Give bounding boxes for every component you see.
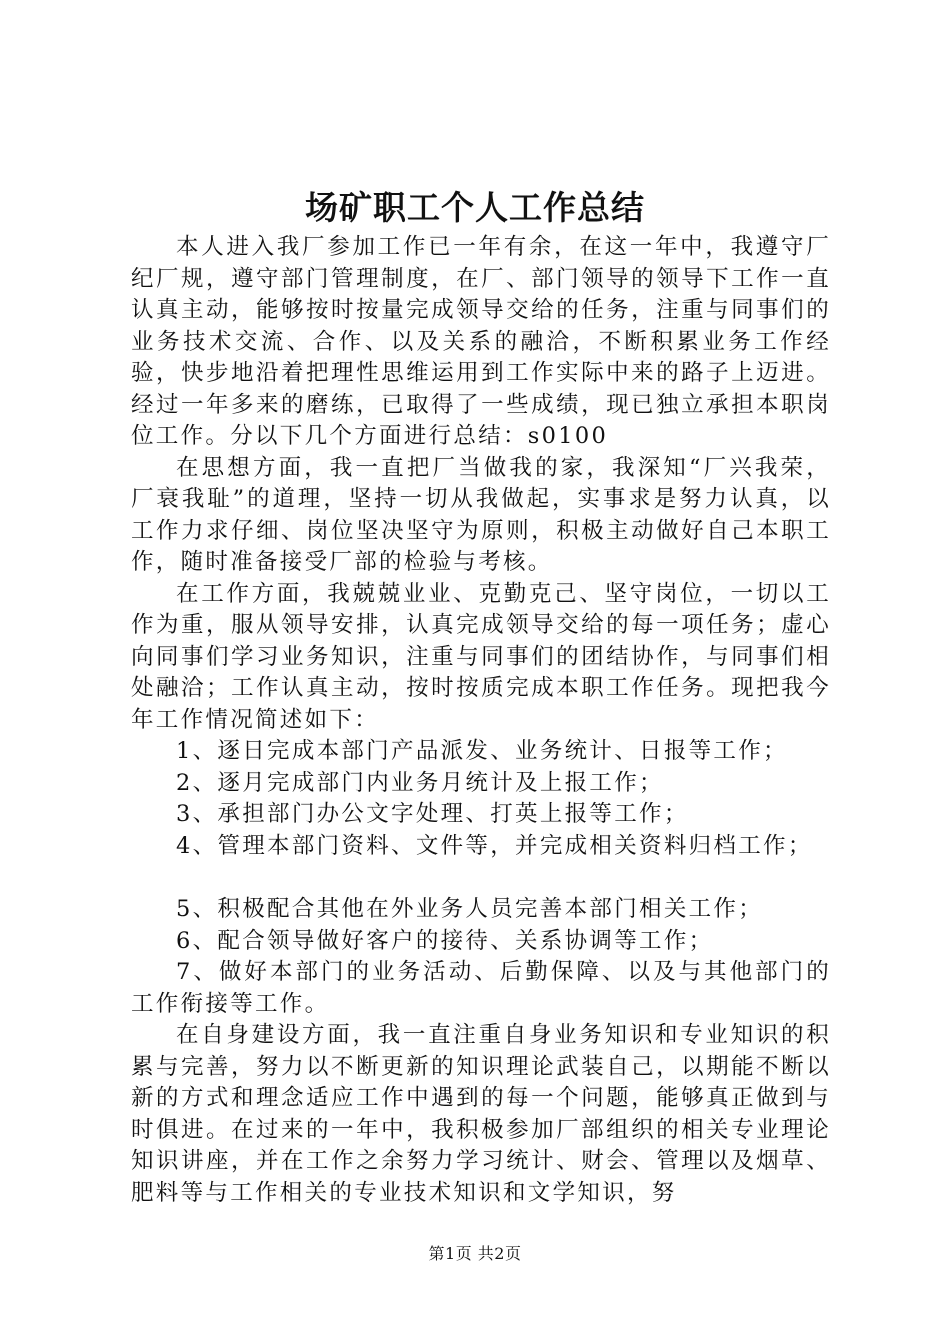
document-body: [131, 232, 831, 1209]
list-item: 6、配合领导做好客户的接待、关系协调等工作；: [176, 927, 714, 954]
list-item: 3、承担部门办公文字处理、打英上报等工作；: [176, 801, 689, 827]
paragraph-intro: 本人进入我厂参加工作已一年有余，在这一年中，我遵守厂纪厂规，遵守部门管理制度，在厂、部门领导的领导下工作一直认真主动，能够按时按量完成领导交给的任务，注重与同事们的业务技术交流、合作、以及关系的融洽，不断积累业务工作经验，快步地沿着把理性思维运用到工作实际中来的路子上迈进。经过一年多来的磨练，已取得了一些成绩，现已独立承担本职岗位工作。分以下几个方面进行总结：s0100: [131, 234, 831, 449]
paragraph-thought: 在思想方面，我一直把厂当做我的家，我深知“厂兴我荣，厂衰我耻”的道理，坚持一切从我做起，实事求是努力认真，以工作力求仔细、岗位坚决坚守为原则，积极主动做好自己本职工作，随时准备接受厂部的检验与考核。: [131, 454, 831, 575]
list-item: 1、逐日完成本部门产品派发、业务统计、日报等工作；: [176, 738, 788, 764]
list-item: 4、管理本部门资料、文件等，并完成相关资料归档工作；: [176, 832, 813, 859]
list-item: 7、做好本部门的业务活动、后勤保障、以及与其他部门的工作衔接等工作。: [131, 959, 831, 1017]
list-item: 2、逐月完成部门内业务月统计及上报工作；: [176, 769, 664, 796]
blank-line: [131, 862, 831, 894]
page-number-footer: 第1页 共2页: [428, 1244, 522, 1263]
paragraph-self-development: 在自身建设方面，我一直注重自身业务知识和专业知识的积累与完善，努力以不断更新的知识理论武装自己，以期能不断以新的方式和理念适应工作中遇到的每一个问题，能够真正做到与时俱进。在过来的一年中，我积极参加厂部组织的相关专业理论知识讲座，并在工作之余努力学习统计、财会、管理以及烟草、肥料等与工作相关的专业技术知识和文学知识，努: [131, 1022, 831, 1206]
document-title: 场矿职工个人工作总结: [305, 188, 645, 227]
paragraph-work: 在工作方面，我兢兢业业、克勤克己、坚守岗位，一切以工作为重，服从领导安排，认真完成领导交给的每一项任务；虚心向同事们学习业务知识，注重与同事们的团结协作，与同事们相处融洽；工作认真主动，按时按质完成本职工作任务。现把我今年工作情况简述如下：: [131, 580, 831, 733]
list-item: 5、积极配合其他在外业务人员完善本部门相关工作；: [176, 896, 764, 922]
